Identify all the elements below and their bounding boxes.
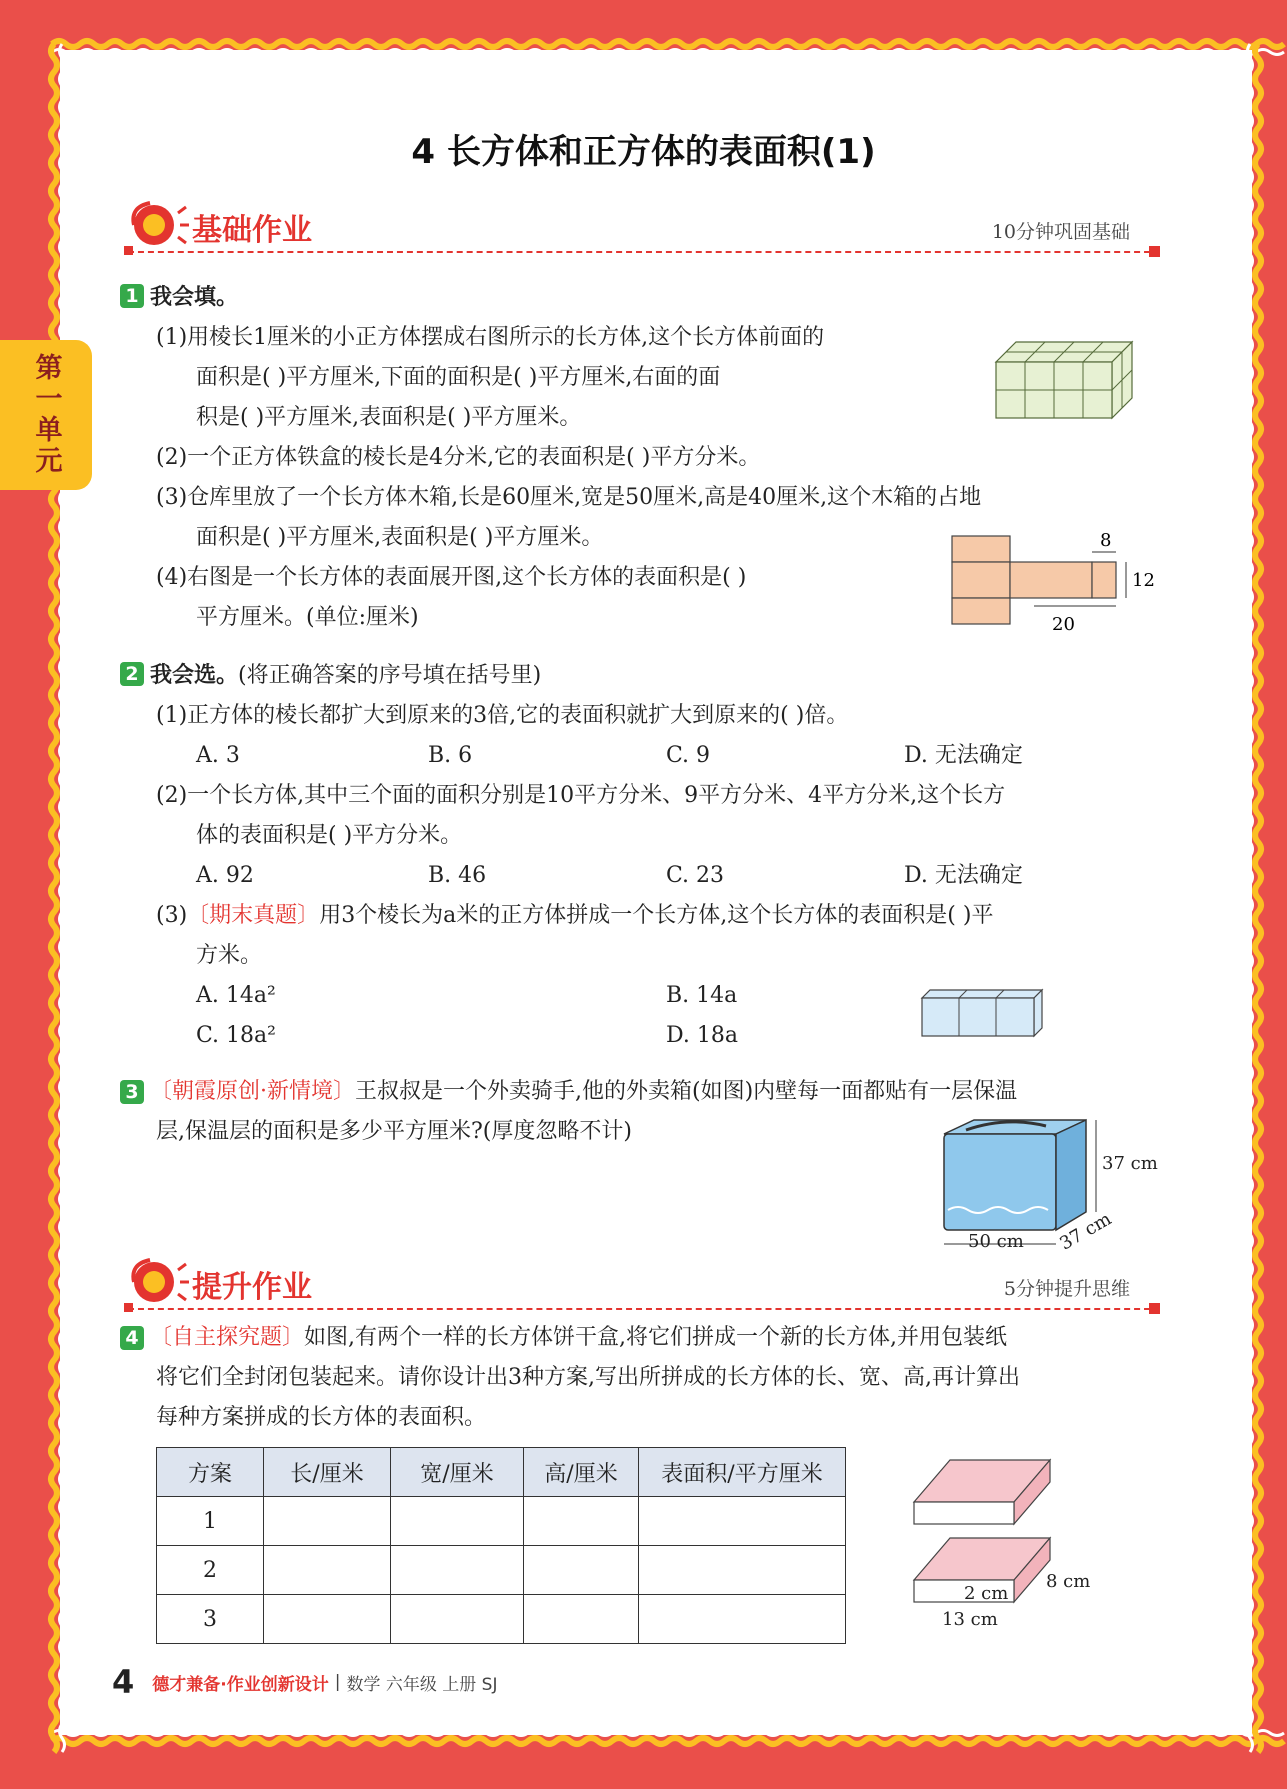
three-cubes-figure bbox=[920, 986, 1044, 1040]
option: A. 92 bbox=[196, 863, 254, 888]
option: C. 23 bbox=[666, 863, 725, 888]
q2-line: 体的表面积是( )平方分米。 bbox=[196, 823, 463, 848]
section-divider bbox=[128, 251, 1160, 253]
answer-cell[interactable] bbox=[524, 1546, 639, 1595]
box-height-label: 2 cm bbox=[964, 1583, 1009, 1604]
option: D. 18a bbox=[666, 1023, 738, 1048]
option: D. 无法确定 bbox=[904, 743, 1023, 768]
section-divider bbox=[128, 1308, 1160, 1310]
option: C. 18a² bbox=[196, 1023, 276, 1048]
question-text: 如图,有两个一样的长方体饼干盒,将它们拼成一个新的长方体,并用包装纸 bbox=[304, 1325, 1007, 1350]
section-advance-time: 5分钟提升思维 bbox=[1003, 1278, 1130, 1300]
section-advance-label: 提升作业 bbox=[192, 1270, 312, 1305]
question-1-header bbox=[120, 280, 238, 311]
table-row bbox=[157, 1546, 846, 1595]
table-cell: 3 bbox=[157, 1595, 264, 1644]
table-header: 高/厘米 bbox=[524, 1448, 639, 1497]
option: C. 9 bbox=[666, 743, 711, 768]
answer-cell[interactable] bbox=[391, 1546, 524, 1595]
section-basic-header bbox=[120, 195, 1160, 265]
q1-line: (1)用棱长1厘米的小正方体摆成右图所示的长方体,这个长方体前面的 bbox=[156, 325, 825, 350]
part-text: 用3个棱长为a米的正方体拼成一个长方体,这个长方体的表面积是( )平 bbox=[319, 903, 994, 928]
table-row bbox=[157, 1497, 846, 1546]
q1-line: 面积是( )平方厘米,下面的面积是( )平方厘米,右面的面 bbox=[196, 365, 721, 390]
question-title: 我会填。 bbox=[150, 285, 239, 310]
question-tag: 〔期末真题〕 bbox=[187, 903, 320, 928]
table-header: 方案 bbox=[157, 1448, 264, 1497]
question-number: 1 bbox=[120, 284, 144, 308]
divider-end bbox=[124, 246, 133, 255]
question-3-line bbox=[120, 1072, 1017, 1112]
q1-line: 平方厘米。(单位:厘米) bbox=[196, 605, 419, 630]
table-row bbox=[157, 1595, 846, 1644]
section-basic-label: 基础作业 bbox=[192, 213, 312, 248]
answer-cell[interactable] bbox=[639, 1497, 846, 1546]
question-text: 王叔叔是一个外卖骑手,他的外卖箱(如图)内壁每一面都贴有一层保温 bbox=[355, 1079, 1018, 1104]
option: B. 46 bbox=[428, 863, 487, 888]
footer-brand: 德才兼备·作业创新设计 bbox=[152, 1674, 329, 1695]
answer-cell[interactable] bbox=[264, 1546, 391, 1595]
q1-line: (3)仓库里放了一个长方体木箱,长是60厘米,宽是50厘米,高是40厘米,这个木箱的占地 bbox=[156, 485, 982, 510]
question-2-header bbox=[120, 658, 541, 689]
question-3-line: 层,保温层的面积是多少平方厘米?(厚度忽略不计) bbox=[156, 1119, 632, 1144]
answer-cell[interactable] bbox=[524, 1497, 639, 1546]
option: A. 14a² bbox=[196, 983, 276, 1008]
answer-cell[interactable] bbox=[391, 1595, 524, 1644]
unit-label: 第一单元 bbox=[30, 353, 62, 477]
q1-line: 积是( )平方厘米,表面积是( )平方厘米。 bbox=[196, 405, 582, 430]
table-header-row bbox=[157, 1448, 846, 1497]
box-depth-label: 8 cm bbox=[1046, 1571, 1091, 1592]
page-title: 4 长方体和正方体的表面积(1) bbox=[411, 132, 876, 172]
answer-cell[interactable] bbox=[264, 1595, 391, 1644]
question-4-line bbox=[120, 1318, 1007, 1358]
unit-side-tab bbox=[0, 340, 92, 490]
divider-end bbox=[1149, 246, 1160, 257]
page-footer: 4 德才兼备·作业创新设计 | 数学 六年级 上册 SJ bbox=[112, 1663, 498, 1701]
option: A. 3 bbox=[196, 743, 240, 768]
answer-cell[interactable] bbox=[524, 1595, 639, 1644]
net-label-8: 8 bbox=[1100, 530, 1112, 551]
divider-end bbox=[124, 1303, 133, 1312]
table-cell: 1 bbox=[157, 1497, 264, 1546]
cuboid-net-figure bbox=[948, 524, 1168, 644]
box-depth-label: 37 cm bbox=[1056, 1208, 1116, 1255]
question-4-line: 每种方案拼成的长方体的表面积。 bbox=[156, 1405, 487, 1430]
net-label-20: 20 bbox=[1052, 614, 1075, 635]
q2-line: (1)正方体的棱长都扩大到原来的3倍,它的表面积就扩大到原来的( )倍。 bbox=[156, 703, 849, 728]
answer-cell[interactable] bbox=[391, 1497, 524, 1546]
question-4-line: 将它们全封闭包装起来。请你设计出3种方案,写出所拼成的长方体的长、宽、高,再计算出 bbox=[156, 1365, 1020, 1390]
divider-end bbox=[1149, 1303, 1160, 1314]
option: D. 无法确定 bbox=[904, 863, 1023, 888]
table-cell: 2 bbox=[157, 1546, 264, 1595]
footer-info: 数学 六年级 上册 SJ bbox=[346, 1674, 498, 1695]
box-width-label: 50 cm bbox=[968, 1231, 1024, 1252]
cuboid-of-cubes-figure bbox=[994, 334, 1144, 424]
answer-cell[interactable] bbox=[639, 1546, 846, 1595]
box-length-label: 13 cm bbox=[942, 1609, 998, 1630]
plan-table bbox=[156, 1447, 846, 1644]
option: B. 6 bbox=[428, 743, 473, 768]
q2-line: 方米。 bbox=[196, 943, 263, 968]
box-height-label: 37 cm bbox=[1102, 1153, 1158, 1174]
page-number: 4 bbox=[112, 1663, 135, 1701]
q1-line: (2)一个正方体铁盒的棱长是4分米,它的表面积是( )平方分米。 bbox=[156, 445, 761, 470]
table-header: 长/厘米 bbox=[264, 1448, 391, 1497]
question-tag: 〔自主探究题〕 bbox=[150, 1325, 305, 1350]
question-number: 4 bbox=[120, 1326, 144, 1350]
question-tag: 〔朝霞原创·新情境〕 bbox=[150, 1079, 355, 1104]
section-basic-time: 10分钟巩固基础 bbox=[991, 221, 1130, 243]
net-label-12: 12 bbox=[1132, 570, 1155, 591]
table-header: 宽/厘米 bbox=[391, 1448, 524, 1497]
q1-line: 面积是( )平方厘米,表面积是( )平方厘米。 bbox=[196, 525, 604, 550]
q2-line bbox=[156, 896, 993, 936]
option: B. 14a bbox=[666, 983, 738, 1008]
question-number: 2 bbox=[120, 662, 144, 686]
question-title: 我会选。 bbox=[150, 663, 239, 688]
section-advance-header bbox=[120, 1252, 1160, 1322]
question-number: 3 bbox=[120, 1080, 144, 1104]
q2-line: (2)一个长方体,其中三个面的面积分别是10平方分米、9平方分米、4平方分米,这个长方 bbox=[156, 783, 1006, 808]
table-header: 表面积/平方厘米 bbox=[639, 1448, 846, 1497]
answer-cell[interactable] bbox=[264, 1497, 391, 1546]
answer-cell[interactable] bbox=[639, 1595, 846, 1644]
question-note: (将正确答案的序号填在括号里) bbox=[238, 663, 542, 688]
part-number: (3) bbox=[156, 903, 188, 928]
q1-line: (4)右图是一个长方体的表面展开图,这个长方体的表面积是( ) bbox=[156, 565, 747, 590]
